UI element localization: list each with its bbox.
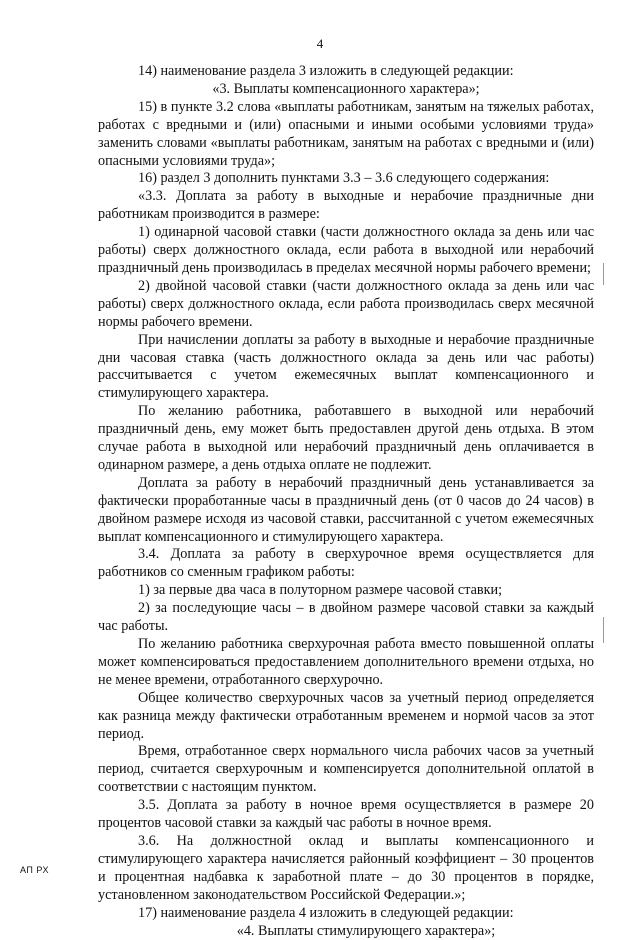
paragraph: «3. Выплаты компенсационного характера»; xyxy=(98,81,594,99)
paragraph: Доплата за работу в нерабочий праздничный день устанавливается за фактически проработанные часы в праздничный день (от 0 часов до 24 часов) в двойном размере исходя из часовой ставки, рассчитанной с учетом ежемесячных выплат компенсационного и стимулирующего характера. xyxy=(98,475,594,547)
paragraph: По желанию работника, работавшего в выходной или нерабочий праздничный день, ему может быть предоставлен другой день отдыха. В этом случае работа в выходной или нерабочий праздничный день оплачивается в одинарном размере, а день отдыха оплате не подлежит. xyxy=(98,403,594,475)
scan-edge-mark-bottom xyxy=(603,617,604,643)
paragraph: 16) раздел 3 дополнить пунктами 3.3 – 3.6 следующего содержания: xyxy=(98,170,594,188)
paragraph: 14) наименование раздела 3 изложить в следующей редакции: xyxy=(98,63,594,81)
paragraph: 2) двойной часовой ставки (части должностного оклада за день или час работы) сверх должностного оклада, если работа производилась сверх месячной нормы рабочего времени. xyxy=(98,278,594,332)
paragraph: 1) одинарной часовой ставки (части должностного оклада за день или час работы) сверх должностного оклада, если работа в выходной или нерабочий праздничный день производилась в пределах месячной нормы рабочего времени; xyxy=(98,224,594,278)
paragraph: 17) наименование раздела 4 изложить в следующей редакции: xyxy=(98,905,594,923)
paragraph: 1) за первые два часа в полуторном размере часовой ставки; xyxy=(98,582,594,600)
paragraph: 3.6. На должностной оклад и выплаты компенсационного и стимулирующего характера начисляется районный коэффициент – 30 процентов и процентная надбавка к заработной плате – до 30 процентов в порядке, установленном законодательством Российской Федерации.»; xyxy=(98,833,594,905)
document-body xyxy=(98,63,594,940)
paragraph: «3.3. Доплата за работу в выходные и нерабочие праздничные дни работникам производится в размере: xyxy=(98,188,594,224)
paragraph: 3.4. Доплата за работу в сверхурочное время осуществляется для работников со сменным графиком работы: xyxy=(98,546,594,582)
paragraph: Время, отработанное сверх нормального числа рабочих часов за учетный период, считается сверхурочным и компенсируется дополнительной оплатой в соответствии с настоящим пунктом. xyxy=(98,743,594,797)
paragraph: 15) в пункте 3.2 слова «выплаты работникам, занятым на тяжелых работах, работах с вредными и (или) опасными и иными особыми условиями труда» заменить словами «выплаты работникам, занятым на работах с вредными и (или) опасными условиями труда»; xyxy=(98,99,594,171)
paragraph: «4. Выплаты стимулирующего характера»; xyxy=(98,923,594,940)
scan-edge-mark-top xyxy=(603,263,604,285)
paragraph: Общее количество сверхурочных часов за учетный период определяется как разница между фактически отработанным временем и нормой часов за этот период. xyxy=(98,690,594,744)
page-number: 4 xyxy=(0,36,640,52)
paragraph: 2) за последующие часы – в двойном размере часовой ставки за каждый час работы. xyxy=(98,600,594,636)
paragraph: При начислении доплаты за работу в выходные и нерабочие праздничные дни часовая ставка (часть должностного оклада за день или час работы) рассчитывается с учетом ежемесячных выплат компенсационного и стимулирующего характера. xyxy=(98,332,594,404)
footer-code: АП РХ xyxy=(20,865,49,875)
paragraph: 3.5. Доплата за работу в ночное время осуществляется в размере 20 процентов часовой ставки за каждый час работы в ночное время. xyxy=(98,797,594,833)
paragraph: По желанию работника сверхурочная работа вместо повышенной оплаты может компенсироваться предоставлением дополнительного времени отдыха, но не менее времени, отработанного сверхурочно. xyxy=(98,636,594,690)
